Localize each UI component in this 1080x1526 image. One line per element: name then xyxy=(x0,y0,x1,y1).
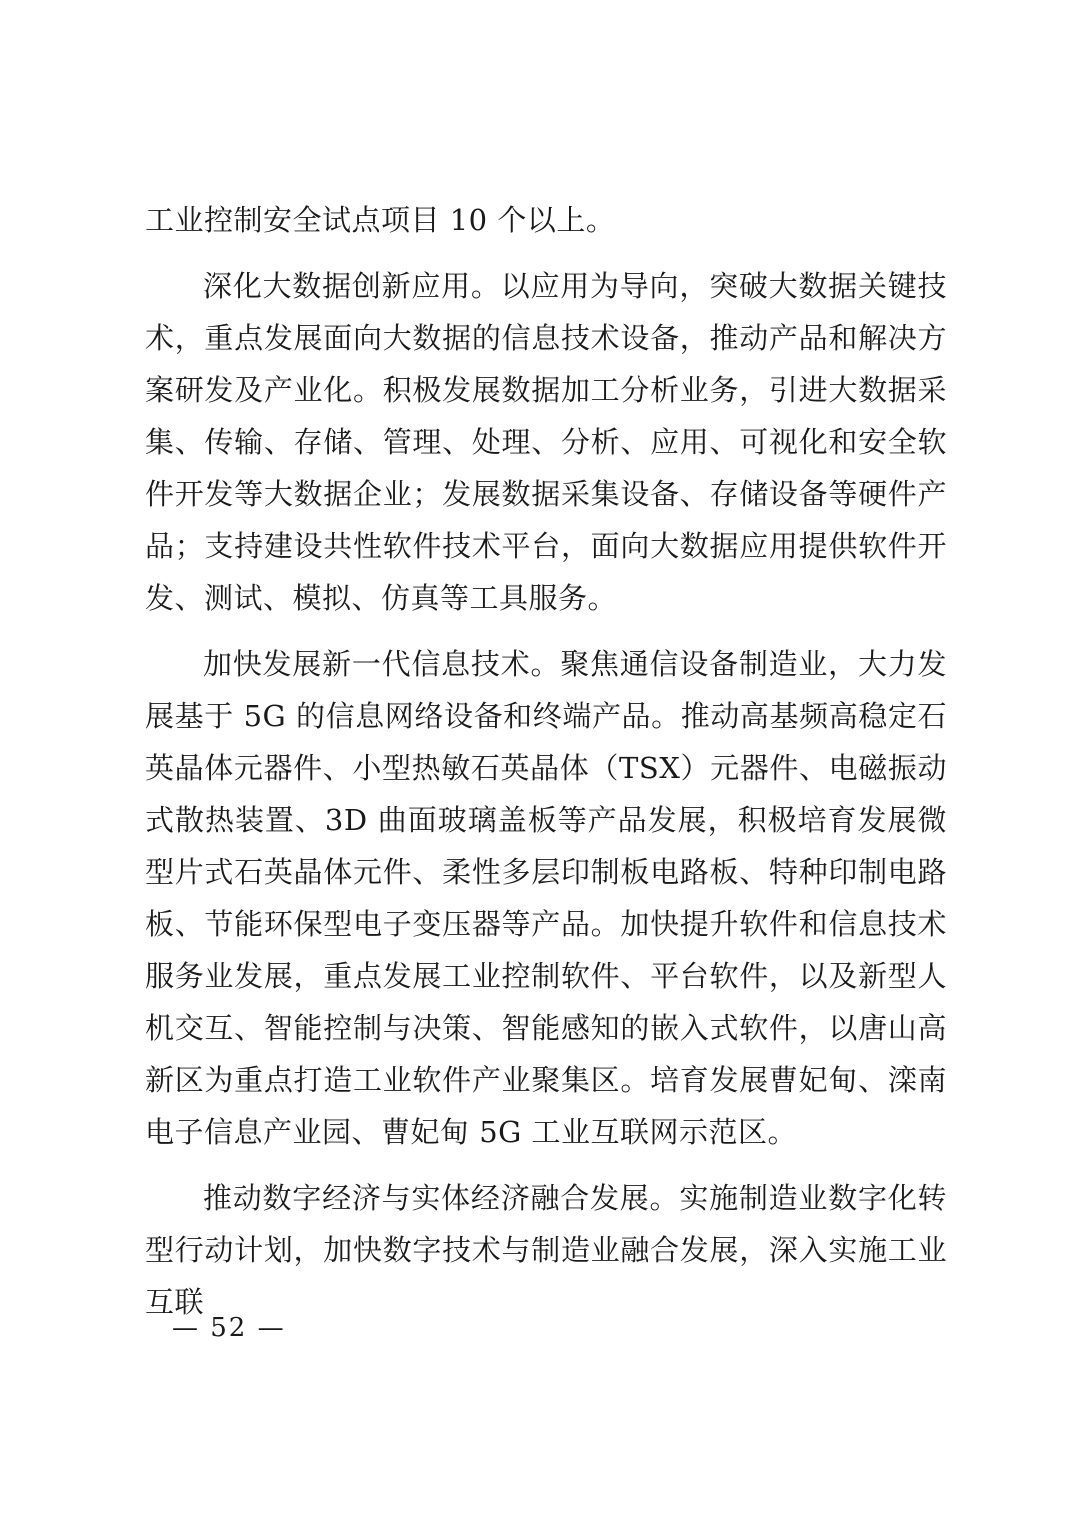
paragraph-new-it: 加快发展新一代信息技术。聚焦通信设备制造业，大力发展基于 5G 的信息网络设备和终端产品。推动高基频高稳定石英晶体元器件、小型热敏石英晶体（TSX）元器件、电磁振动式散热装置、3D 曲面玻璃盖板等产品发展，积极培育发展微型片式石英晶体元件、柔性多层印制板电路板、特种印制电路板、节能环保型电子变压器等产品。加快提升软件和信息技术服务业发展，重点发展工业控制软件、平台软件，以及新型人机交互、智能控制与决策、智能感知的嵌入式软件，以唐山高新区为重点打造工业软件产业聚集区。培育发展曹妃甸、滦南电子信息产业园、曹妃甸 5G 工业互联网示范区。 xyxy=(145,647,947,1149)
document-body xyxy=(145,194,947,1342)
paragraph-digital-economy: 推动数字经济与实体经济融合发展。实施制造业数字化转型行动计划，加快数字技术与制造业融合发展，深入实施工业互联 xyxy=(145,1181,947,1319)
paragraph-big-data: 深化大数据创新应用。以应用为导向，突破大数据关键技术，重点发展面向大数据的信息技术设备，推动产品和解决方案研发及产业化。积极发展数据加工分析业务，引进大数据采集、传输、存储、管理、处理、分析、应用、可视化和安全软件开发等大数据企业；发展数据采集设备、存储设备等硬件产品；支持建设共性软件技术平台，面向大数据应用提供软件开发、测试、模拟、仿真等工具服务。 xyxy=(145,269,947,615)
page-number: — 52 — xyxy=(172,1313,286,1343)
paragraph-continuation: 工业控制安全试点项目 10 个以上。 xyxy=(145,203,616,237)
